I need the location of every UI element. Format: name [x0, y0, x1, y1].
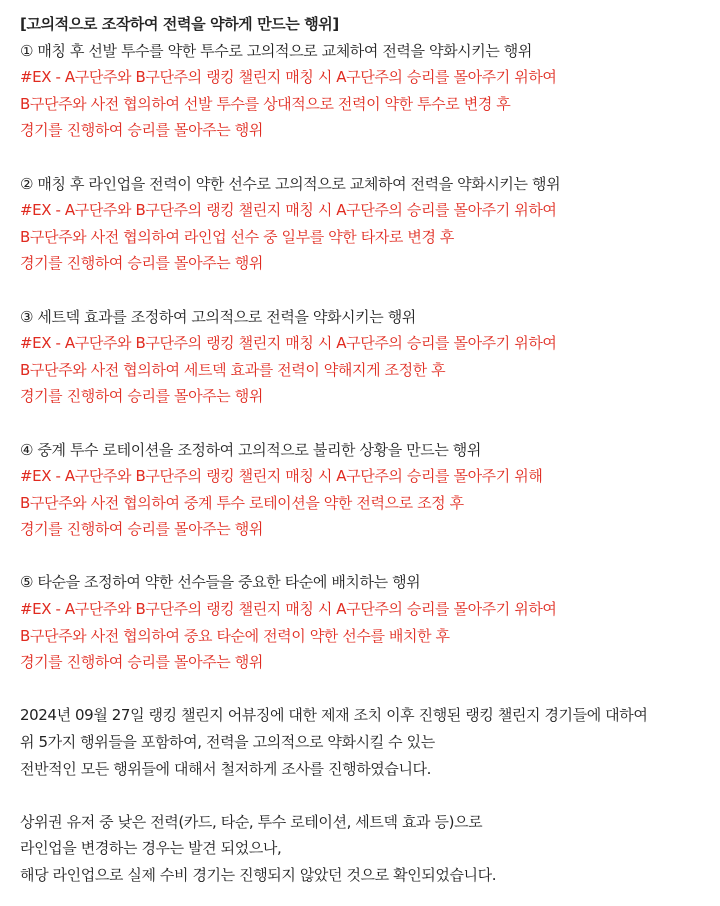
spacer: [20, 543, 720, 570]
spacer: [20, 410, 720, 437]
example-line: 경기를 진행하여 승리를 몰아주는 행위: [20, 520, 263, 539]
example-line: #EX - A구단주와 B구단주의 랭킹 챌린지 매칭 시 A구단주의 승리를 몰아주기 위하여: [20, 201, 557, 220]
example-line: #EX - A구단주와 B구단주의 랭킹 챌린지 매칭 시 A구단주의 승리를 몰아주기 위해: [20, 467, 543, 486]
example-line: #EX - A구단주와 B구단주의 랭킹 챌린지 매칭 시 A구단주의 승리를 몰아주기 위하여: [20, 68, 557, 87]
example-line: 경기를 진행하여 승리를 몰아주는 행위: [20, 653, 263, 672]
investigation-summary: [20, 702, 720, 782]
spacer: [20, 782, 720, 809]
item-title: ③ 세트덱 효과를 조정하여 고의적으로 전력을 약화시키는 행위: [20, 307, 416, 326]
violation-item-2: [20, 171, 720, 277]
spacer: [20, 277, 720, 304]
item-title: ① 매칭 후 선발 투수를 약한 투수로 고의적으로 교체하여 전력을 약화시키는 행위: [20, 41, 532, 60]
example-line: 경기를 진행하여 승리를 몰아주는 행위: [20, 254, 263, 273]
summary-line: 전반적인 모든 행위들에 대해서 철저하게 조사를 진행하였습니다.: [20, 759, 432, 778]
item-title: ④ 중계 투수 로테이션을 조정하여 고의적으로 불리한 상황을 만드는 행위: [20, 440, 481, 459]
spacer: [20, 676, 720, 703]
example-line: B구단주와 사전 협의하여 중계 투수 로테이션을 약한 전력으로 조정 후: [20, 493, 464, 512]
example-line: B구단주와 사전 협의하여 중요 타순에 전력이 약한 선수를 배치한 후: [20, 626, 450, 645]
spacer: [20, 144, 720, 171]
section-heading: [고의적으로 조작하여 전력을 약하게 만드는 행위]: [20, 15, 339, 33]
example-line: #EX - A구단주와 B구단주의 랭킹 챌린지 매칭 시 A구단주의 승리를 몰아주기 위하여: [20, 334, 557, 353]
example-line: B구단주와 사전 협의하여 라인업 선수 중 일부를 약한 타자로 변경 후: [20, 227, 455, 246]
summary-line: 위 5가지 행위들을 포함하여, 전력을 고의적으로 약화시킬 수 있는: [20, 733, 435, 752]
conclusion-line: 해당 라인업으로 실제 수비 경기는 진행되지 않았던 것으로 확인되었습니다.: [20, 866, 497, 884]
violation-item-3: [20, 304, 720, 410]
conclusion-line: 라인업을 변경하는 경우는 발견 되었으나,: [20, 839, 282, 858]
item-title: ⑤ 타순을 조정하여 약한 선수들을 중요한 타순에 배치하는 행위: [20, 573, 421, 592]
example-line: #EX - A구단주와 B구단주의 랭킹 챌린지 매칭 시 A구단주의 승리를 몰아주기 위하여: [20, 600, 557, 619]
example-line: B구단주와 사전 협의하여 세트덱 효과를 전력이 약해지게 조정한 후: [20, 360, 446, 379]
example-line: 경기를 진행하여 승리를 몰아주는 행위: [20, 387, 263, 406]
violation-item-5: [20, 569, 720, 675]
example-line: 경기를 진행하여 승리를 몰아주는 행위: [20, 121, 263, 140]
violation-item-1: [20, 38, 720, 144]
item-title: ② 매칭 후 라인업을 전력이 약한 선수로 고의적으로 교체하여 전력을 약화시키는 행위: [20, 174, 561, 193]
conclusion-line: 상위권 유저 중 낮은 전력(카드, 타순, 투수 로테이션, 세트덱 효과 등)으로: [20, 812, 483, 831]
summary-line: 2024년 09월 27일 랭킹 챌린지 어뷰징에 대한 제재 조치 이후 진행된 랭킹 챌린지 경기들에 대하여: [20, 706, 648, 725]
example-line: B구단주와 사전 협의하여 선발 투수를 상대적으로 전력이 약한 투수로 변경 후: [20, 94, 511, 113]
violation-item-4: [20, 437, 720, 543]
investigation-conclusion: [20, 809, 720, 889]
